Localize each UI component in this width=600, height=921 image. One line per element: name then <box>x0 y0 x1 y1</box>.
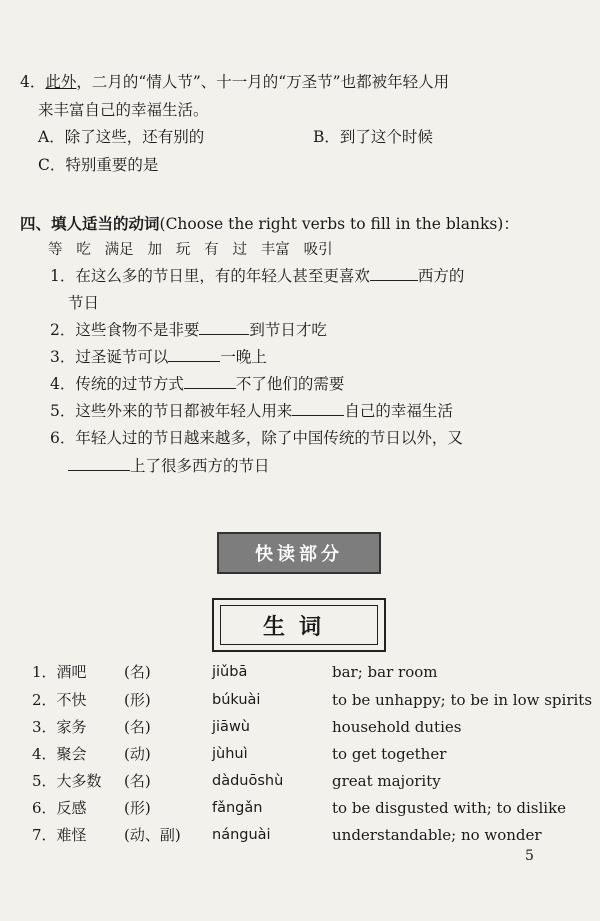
vocab-english: understandable; no wonder <box>332 826 542 844</box>
vocab-row <box>32 662 572 682</box>
vocab-pos: (动) <box>124 745 151 763</box>
vocab-pos: (名) <box>124 663 151 681</box>
word-bank-item: 等 <box>48 242 63 258</box>
fill-item-1-cont: 节日 <box>68 294 100 312</box>
vocab-english: bar; bar room <box>332 663 438 681</box>
vocab-pinyin: jiāwù <box>212 719 250 735</box>
page-number: 5 <box>525 848 534 864</box>
item-text-after: 到节日才吃 <box>249 321 327 339</box>
vocab-english: to be disgusted with; to dislike <box>332 799 567 817</box>
vocab-word: 6．反感 <box>32 799 87 817</box>
vocab-word: 3．家务 <box>32 718 87 736</box>
q4-option-c: C．特别重要的是 <box>38 156 159 174</box>
vocab-pinyin: jùhuì <box>212 746 248 762</box>
vocab-pinyin: nánguài <box>212 827 271 843</box>
vocab-word: 4．聚会 <box>32 745 87 763</box>
fill-blank[interactable] <box>68 456 130 471</box>
vocab-title-frame <box>212 598 386 652</box>
q4-line1-text: ，二月的“情人节”、十一月的“万圣节”也都被年轻人用 <box>76 73 450 91</box>
vocab-row <box>32 690 593 710</box>
item-number: 5． <box>50 402 76 420</box>
vocab-pinyin: búkuài <box>212 692 261 708</box>
item-number: 2． <box>50 321 76 339</box>
vocab-row <box>32 825 572 845</box>
fill-item-6-cont <box>68 456 270 476</box>
vocab-row <box>32 717 572 737</box>
fill-blank[interactable] <box>199 320 249 335</box>
q4-underlined-word: 此外 <box>45 73 77 91</box>
vocab-pinyin: fǎngǎn <box>212 800 263 816</box>
vocab-pinyin: jiǔbā <box>212 664 248 680</box>
vocab-word: 2．不快 <box>32 691 87 709</box>
vocab-pos: (形) <box>124 691 151 709</box>
vocab-pos: (名) <box>124 772 151 790</box>
fill-item-5 <box>50 401 453 421</box>
fill-item-2 <box>50 320 327 340</box>
word-bank-item: 满足 <box>104 242 134 258</box>
word-bank-item: 加 <box>147 242 162 258</box>
item-number: 6． <box>50 429 76 447</box>
vocab-english: household duties <box>332 718 462 736</box>
word-bank-item: 玩 <box>175 242 191 258</box>
vocab-pinyin: dàduōshù <box>212 773 284 789</box>
q4-line2: 来丰富自己的幸福生活。 <box>38 101 209 119</box>
vocab-pos: (动、副) <box>124 826 181 844</box>
word-bank-item: 丰富 <box>260 242 290 258</box>
word-bank-item: 吸引 <box>303 242 333 258</box>
fill-blank[interactable] <box>184 374 236 389</box>
item-text-before: 这些食物不是非要 <box>75 321 200 339</box>
item-text-before: 年轻人过的节日越来越多，除了中国传统的节日以外，又 <box>75 429 463 447</box>
item-text-after: 不了他们的需要 <box>235 375 345 393</box>
item-text-after: 一晚上 <box>220 348 267 366</box>
item-text-after: 上了很多西方的节日 <box>130 457 270 475</box>
q4-option-a: A．除了这些，还有别的 <box>38 128 205 146</box>
fill-item-6 <box>50 428 463 448</box>
item-number: 1． <box>50 267 76 285</box>
vocab-word: 5．大多数 <box>32 772 102 790</box>
q4-number: 4． <box>20 73 46 91</box>
vocab-english: to be unhappy; to be in low spirits <box>332 691 593 709</box>
word-bank-item: 有 <box>204 242 219 258</box>
q4-line1 <box>20 72 449 92</box>
item-text-after: 西方的 <box>417 267 465 285</box>
vocab-row <box>32 798 572 818</box>
word-bank <box>48 240 333 260</box>
vocab-english: great majority <box>332 772 441 790</box>
item-number: 3． <box>50 348 76 366</box>
vocab-title: 生词 <box>220 605 378 645</box>
vocab-pos: (名) <box>124 718 151 736</box>
word-bank-item: 吃 <box>76 242 91 258</box>
section4-title: 四、填人适当的动词 <box>20 214 160 233</box>
item-text-before: 传统的过节方式 <box>75 375 184 393</box>
fast-reading-header: 快读部分 <box>217 532 381 574</box>
fill-item-1 <box>50 266 464 286</box>
item-text-before: 这些外来的节日都被年轻人用来 <box>75 402 293 420</box>
vocab-pos: (形) <box>124 799 151 817</box>
fill-blank[interactable] <box>292 401 344 416</box>
vocab-english: to get together <box>332 745 447 763</box>
section4-instruction: (Choose the right verbs to fill in the blanks)： <box>159 215 519 233</box>
fill-item-3 <box>50 347 267 367</box>
q4-option-b: B．到了这个时候 <box>313 128 433 146</box>
vocab-word: 7．难怪 <box>32 826 87 844</box>
fill-item-4 <box>50 374 344 394</box>
vocab-word: 1．酒吧 <box>32 663 87 681</box>
item-text-before: 在这么多的节日里，有的年轻人甚至更喜欢 <box>75 267 370 285</box>
vocab-row <box>32 771 572 791</box>
item-text-after: 自己的幸福生活 <box>344 402 453 420</box>
fill-blank[interactable] <box>370 266 418 281</box>
item-text-before: 过圣诞节可以 <box>75 348 169 366</box>
vocab-row <box>32 744 572 764</box>
word-bank-item: 过 <box>232 242 247 258</box>
item-number: 4． <box>50 375 76 393</box>
fill-blank[interactable] <box>168 347 220 362</box>
section4-heading <box>20 214 519 234</box>
